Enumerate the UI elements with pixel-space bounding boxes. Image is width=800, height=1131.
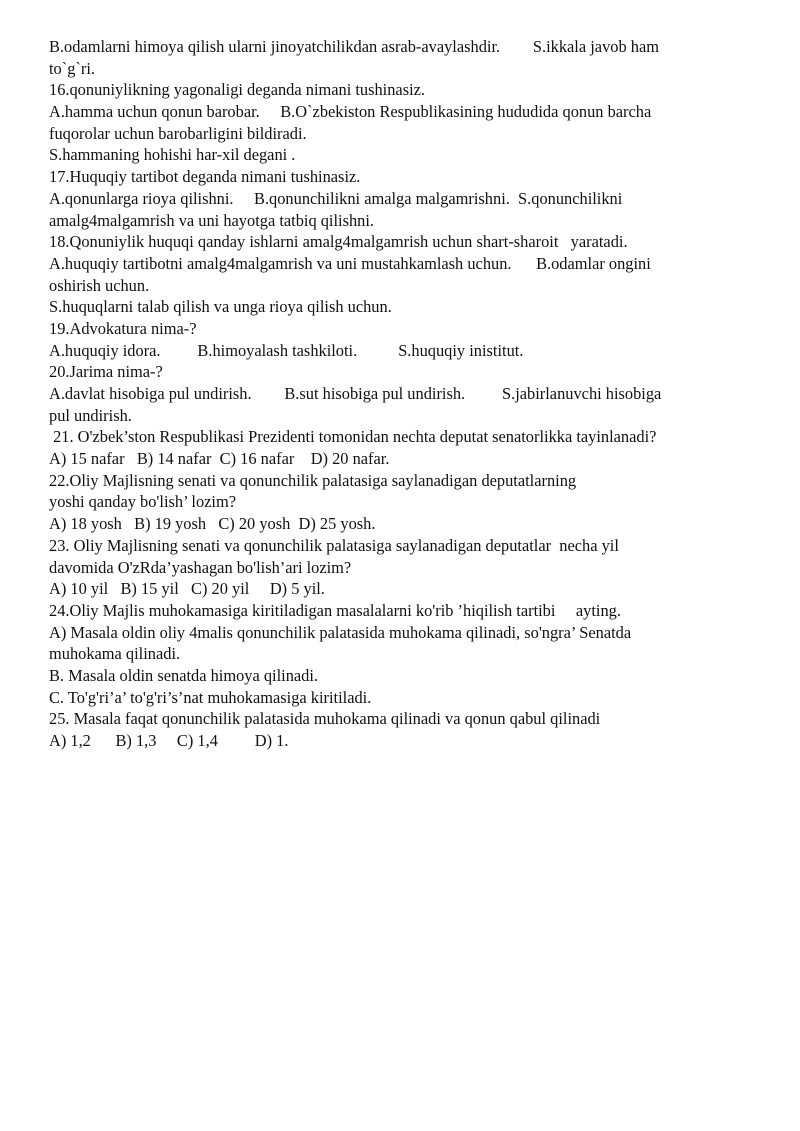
text-line: oshirish uchun. <box>49 275 150 295</box>
text-line: B. Masala oldin senatda himoya qilinadi. <box>49 665 319 685</box>
text-line: muhokama qilinadi. <box>49 644 181 664</box>
question-21: 21. O'zbek’ston Respublikasi Prezidenti tomonidan nechta deputat senatorlikka tayinlanadi? <box>49 427 657 447</box>
text-line: A) 10 yil B) 15 yil C) 20 yil D) 5 yil. <box>49 579 325 599</box>
text-line: S.hammaning hohishi har-xil degani . <box>49 145 296 165</box>
text-line: A) 15 nafar B) 14 nafar C) 16 nafar D) 20 nafar. <box>49 449 390 469</box>
text-line: davomida O'zRda’yashagan bo'lish’ari lozim? <box>49 557 352 577</box>
text-line: A) 1,2 B) 1,3 C) 1,4 D) 1. <box>49 731 289 750</box>
text-line: B.odamlarni himoya qilish ularni jinoyatchilikdan asrab-avaylashdir. S.ikkala javob ham <box>49 37 659 56</box>
text-line: amalg4malgamrish va uni hayotga tatbiq qilishni. <box>49 210 375 230</box>
text-line: A.davlat hisobiga pul undirish. B.sut hisobiga pul undirish. S.jabirlanuvchi hisobiga <box>49 384 662 403</box>
text-line: S.huquqlarni talab qilish va unga rioya qilish uchun. <box>49 297 392 317</box>
text-line: A.qonunlarga rioya qilishni. B.qonunchilikni amalga malgamrishni. S.qonunchilikni <box>49 188 623 208</box>
question-17: 17.Huquqiy tartibot deganda nimani tushinasiz. <box>49 167 361 187</box>
text-line: fuqorolar uchun barobarligini bildiradi. <box>49 123 307 143</box>
text-line: pul undirish. <box>49 405 132 425</box>
document-text <box>49 36 761 752</box>
text-line: A.hamma uchun qonun barobar. B.O`zbekiston Respublikasining hududida qonun barcha <box>49 102 652 122</box>
text-line: A) 18 yosh B) 19 yosh C) 20 yosh D) 25 yosh. <box>49 514 376 534</box>
question-16: 16.qonuniylikning yagonaligi deganda nimani tushinasiz. <box>49 80 426 100</box>
question-22: 22.Oliy Majlisning senati va qonunchilik palatasiga saylanadigan deputatlarning <box>49 470 577 490</box>
text-line: A.huquqiy idora. B.himoyalash tashkiloti. S.huquqiy inistitut. <box>49 340 524 360</box>
text-line: to`g`ri. <box>49 58 95 78</box>
question-25: 25. Masala faqat qonunchilik palatasida muhokama qilinadi va qonun qabul qilinadi <box>49 709 601 729</box>
question-18: 18.Qonuniylik huquqi qanday ishlarni amalg4malgamrish uchun shart-sharoit yaratadi. <box>49 232 628 252</box>
question-19: 19.Advokatura nima-? <box>49 318 197 338</box>
text-line: yoshi qanday bo'lish’ lozim? <box>49 492 237 512</box>
text-line: C. To'g'ri’a’ to'g'ri’s’nat muhokamasiga kiritiladi. <box>49 687 372 707</box>
text-line: A.huquqiy tartibotni amalg4malgamrish va uni mustahkamlash uchun. B.odamlar ongini <box>49 253 651 273</box>
question-24: 24.Oliy Majlis muhokamasiga kiritiladigan masalalarni ko'rib ’hiqilish tartibi ayting. <box>49 600 621 620</box>
text-line: A) Masala oldin oliy 4malis qonunchilik palatasida muhokama qilinadi, so'ngra’ Senatda <box>49 622 632 642</box>
question-20: 20.Jarima nima-? <box>49 362 163 382</box>
question-23: 23. Oliy Majlisning senati va qonunchilik palatasiga saylanadigan deputatlar necha yil <box>49 535 619 555</box>
